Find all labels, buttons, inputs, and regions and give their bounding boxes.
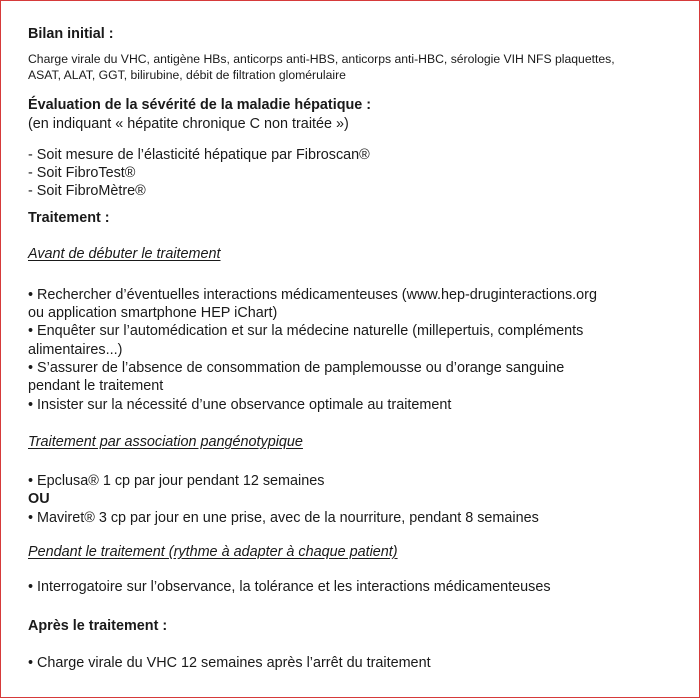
apres-item: • Charge virale du VHC 12 semaines après l’arrêt du traitement xyxy=(28,655,431,671)
avant-title: Avant de débuter le traitement xyxy=(28,246,221,262)
association-title: Traitement par association pangénotypique xyxy=(28,434,303,450)
bilan-line-2: ASAT, ALAT, GGT, bilirubine, débit de filtration glomérulaire xyxy=(28,68,346,82)
evaluation-item-fibrotest: - Soit FibroTest® xyxy=(28,165,136,181)
evaluation-item-fibrometre: - Soit FibroMètre® xyxy=(28,183,146,199)
avant-line-1: • Rechercher d’éventuelles interactions médicamenteuses (www.hep-druginteractions.org xyxy=(28,287,597,303)
evaluation-item-fibroscan: - Soit mesure de l’élasticité hépatique par Fibroscan® xyxy=(28,147,370,163)
avant-line-6: pendant le traitement xyxy=(28,378,164,394)
bilan-line-1: Charge virale du VHC, antigène HBs, anticorps anti-HBS, anticorps anti-HBC, sérologie VIH NFS plaquettes, xyxy=(28,52,615,66)
evaluation-subheading: (en indiquant « hépatite chronique C non traitée ») xyxy=(28,116,349,132)
avant-line-3: • Enquêter sur l’automédication et sur la médecine naturelle (millepertuis, compléments xyxy=(28,323,584,339)
traitement-heading: Traitement : xyxy=(28,210,110,226)
avant-line-5: • S’assurer de l’absence de consommation de pamplemousse ou d’orange sanguine xyxy=(28,360,565,376)
avant-line-7: • Insister sur la nécessité d’une observance optimale au traitement xyxy=(28,397,452,413)
association-option-epclusa: • Epclusa® 1 cp par jour pendant 12 semaines xyxy=(28,473,325,489)
avant-line-4: alimentaires...) xyxy=(28,342,123,358)
association-ou: OU xyxy=(28,491,50,507)
evaluation-heading: Évaluation de la sévérité de la maladie hépatique : xyxy=(28,97,372,113)
apres-heading: Après le traitement : xyxy=(28,618,168,634)
pendant-item: • Interrogatoire sur l’observance, la tolérance et les interactions médicamenteuses xyxy=(28,579,551,595)
bilan-heading: Bilan initial : xyxy=(28,26,114,42)
avant-line-2: ou application smartphone HEP iChart) xyxy=(28,305,278,321)
association-option-maviret: • Maviret® 3 cp par jour en une prise, avec de la nourriture, pendant 8 semaines xyxy=(28,510,539,526)
pendant-title: Pendant le traitement (rythme à adapter à chaque patient) xyxy=(28,544,398,560)
